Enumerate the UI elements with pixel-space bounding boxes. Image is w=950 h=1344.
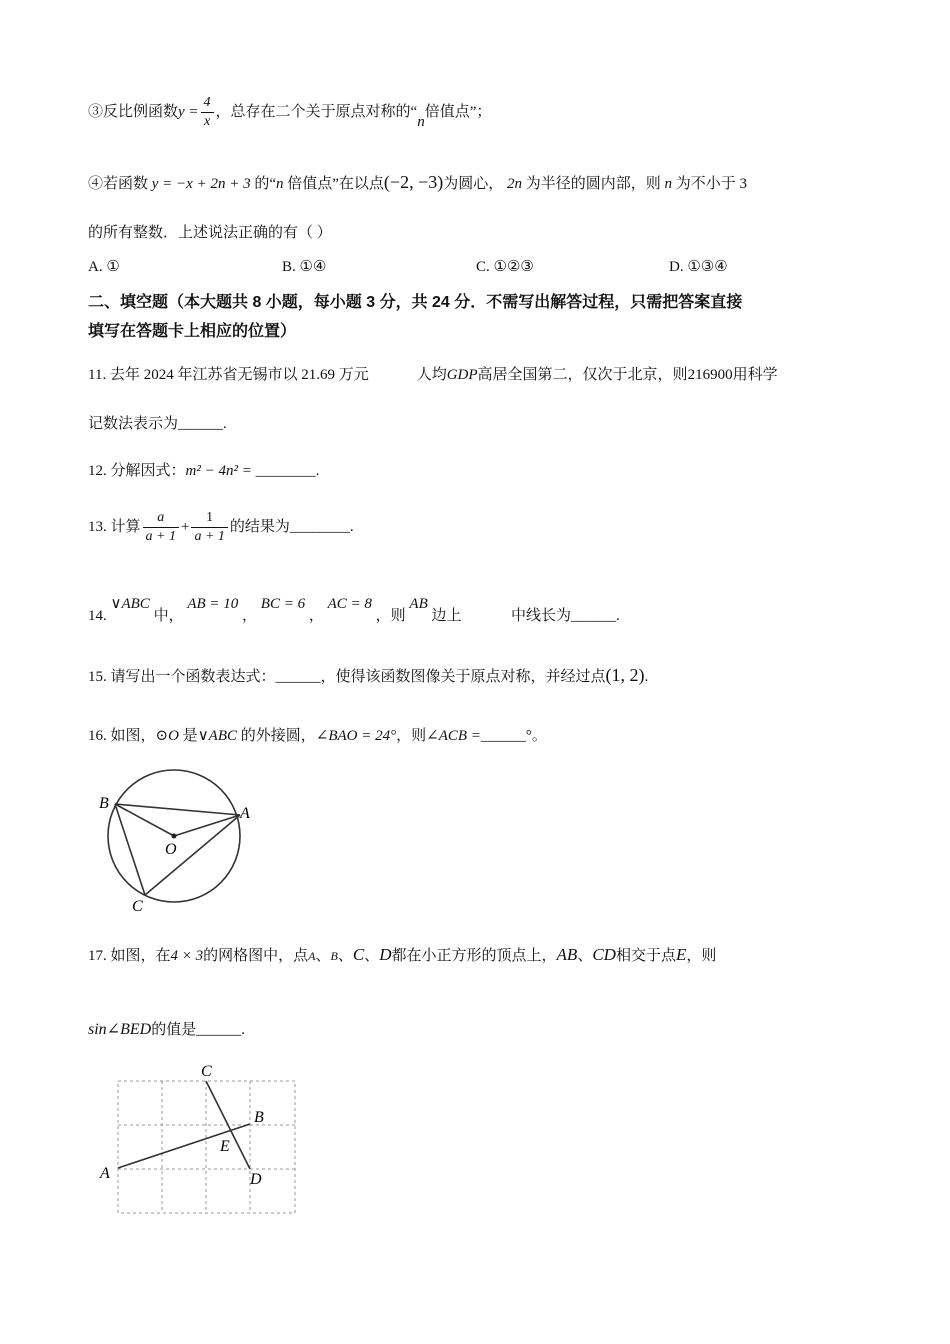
q11-number: 216900: [687, 367, 733, 383]
q15-period: .: [644, 669, 649, 685]
q17-point-b: B: [330, 949, 338, 963]
item-4-t1: 的“: [254, 176, 276, 192]
q14-comma-1: ，: [242, 608, 258, 624]
q16-triangle: ∨ABC: [197, 728, 237, 744]
q16-answer-blank: ______°。: [480, 728, 547, 744]
q14-bc: BC = 6: [260, 596, 306, 612]
item-4-t3: 为圆心，: [443, 176, 504, 192]
q17-sep-3: 、: [364, 948, 380, 964]
label-a: A: [100, 1165, 110, 1182]
fraction-numerator: 1: [206, 510, 214, 526]
q11-part-c: 高居全国第二，仅次于北京，则: [477, 367, 688, 383]
q15: [88, 665, 648, 687]
q17-answer-blank: 的值是______.: [151, 1022, 245, 1038]
grid-lines: [118, 1081, 295, 1213]
option-b: B. ①④: [282, 259, 327, 275]
q16-prefix: 16. 如图，: [88, 728, 156, 744]
q16: [88, 726, 547, 746]
item-3: [88, 92, 491, 132]
item-4-t2: 倍值点”在以点: [287, 176, 384, 192]
label-b: B: [99, 795, 109, 812]
q14-ab-2: AB: [409, 596, 428, 612]
center-point-o: [172, 834, 177, 839]
q13: [88, 507, 354, 547]
q14-text-median: 中线长为______.: [511, 608, 620, 624]
q16-circle: ⊙O: [155, 728, 179, 744]
option-c: C. ①②③: [476, 259, 534, 275]
q17-point-c: C: [352, 945, 365, 964]
segment-ao: [174, 815, 240, 836]
q14-text-then: ，则: [375, 608, 406, 624]
q11-part-a: 11. 去年 2024 年江苏省无锡市以 21.69 万元: [88, 367, 369, 383]
q16-angle-bao: ∠BAO = 24°: [315, 728, 397, 744]
q17-point-e: E: [675, 945, 687, 964]
segment-cd: [206, 1081, 250, 1169]
label-c: C: [132, 898, 143, 915]
label-b: B: [254, 1109, 264, 1126]
section-2-title-line1: 二、填空题（本大题共 8 小题，每小题 3 分，共 24 分．不需写出解答过程，只需把答案直接: [88, 294, 743, 311]
q11-gdp: GDP: [446, 367, 478, 383]
label-e: E: [220, 1138, 230, 1155]
q17-sep-4: 、: [577, 948, 593, 964]
item-4-var1: n: [276, 176, 284, 192]
option-d: D. ①③④: [669, 259, 728, 275]
q15-point: (1, 2): [605, 665, 645, 685]
item-4-func: y = −x + 2n + 3: [151, 176, 251, 192]
q17-grid: 4 × 3: [170, 948, 204, 964]
fraction-denominator: a + 1: [191, 527, 227, 546]
q16-text-circumcircle: 的外接圆，: [240, 728, 316, 744]
q17-grid-figure: [95, 1058, 305, 1218]
q12-expression: m² − 4n² =: [185, 463, 252, 479]
fraction-denominator: a + 1: [143, 527, 179, 546]
fraction-numerator: 4: [203, 95, 211, 111]
q11-line1: [88, 365, 778, 385]
q17-text-then: ，则: [686, 948, 717, 964]
q16-text-is: 是: [182, 728, 198, 744]
q17-text-vertices: 都在小正方形的顶点上，: [391, 948, 557, 964]
q12-answer-blank: ________.: [255, 463, 320, 479]
item-3-suffix: 倍值点”；: [424, 104, 492, 120]
label-d: D: [250, 1171, 262, 1188]
label-c: C: [201, 1063, 212, 1080]
fraction-numerator: a: [157, 510, 165, 526]
q17-line1: [88, 945, 716, 966]
label-a: A: [240, 805, 250, 822]
q14: [88, 594, 620, 624]
q17-point-d: D: [379, 945, 392, 964]
q14-ab: AB = 10: [187, 596, 239, 612]
q13-fraction-1: [143, 509, 179, 546]
item-4-t5: 为不小于 3: [675, 176, 748, 192]
q14-comma-2: ，: [308, 608, 324, 624]
q13-fraction-2: [191, 509, 227, 546]
q14-number: 14.: [88, 608, 107, 624]
q16-angle-acb: ∠ACB =: [426, 728, 481, 744]
item-4-line1: [88, 172, 747, 194]
q17-sep-2: 、: [337, 948, 353, 964]
item-4-point: (−2, −3): [383, 172, 444, 192]
q16-text-then: ，则: [396, 728, 427, 744]
q17-text-intersect: 相交于点: [615, 948, 676, 964]
item-3-y-eq: y =: [178, 104, 199, 120]
q12: [88, 461, 319, 481]
q11-part-d: 用科学: [732, 367, 778, 383]
q14-text-side: 边上: [431, 608, 462, 624]
fraction-denominator: x: [201, 112, 214, 131]
item-4-var2: n: [664, 176, 672, 192]
q14-text-b: 中，: [153, 608, 184, 624]
q16-circle-figure: [95, 768, 255, 918]
item-3-prefix: ③反比例函数: [88, 104, 179, 120]
item-4-line2: 的所有整数．上述说法正确的有（ ）: [88, 225, 332, 241]
q14-ac: AC = 8: [327, 596, 372, 612]
q17-prefix: 17. 如图，在: [88, 948, 171, 964]
item-3-var: n: [417, 114, 425, 130]
q17-segment-cd: CD: [592, 945, 616, 964]
segment-ca: [145, 815, 240, 895]
q13-prefix: 13. 计算: [88, 519, 141, 535]
q17-sin-bed: sin∠BED: [88, 1021, 152, 1038]
item-3-mid: ，总存在二个关于原点对称的“: [215, 104, 418, 120]
q17-sep-1: 、: [315, 948, 331, 964]
q13-suffix: 的结果为________.: [229, 519, 354, 535]
item-3-fraction: [201, 94, 214, 131]
q17-point-a: A: [308, 949, 316, 963]
label-o: O: [165, 841, 177, 858]
section-2-title-line2: 填写在答题卡上相应的位置）: [88, 323, 297, 340]
q17-segment-ab: AB: [556, 945, 578, 964]
q14-triangle: ∨ABC: [110, 596, 150, 612]
q15-text: 15. 请写出一个函数表达式：______，使得该函数图像关于原点对称，并经过点: [88, 669, 606, 685]
item-4-radius: 2n: [506, 176, 522, 192]
q12-prefix: 12. 分解因式：: [88, 463, 186, 479]
q11-line2: 记数法表示为______.: [88, 416, 227, 432]
q17-line2: [88, 1020, 245, 1040]
item-4-prefix: ④若函数: [88, 176, 149, 192]
q13-plus: +: [180, 519, 190, 535]
option-a: A. ①: [88, 259, 120, 275]
q17-text-points: 的网格图中，点: [203, 948, 309, 964]
q11-part-b: 人均: [416, 367, 447, 383]
item-4-t4: 为半径的圆内部，则: [525, 176, 661, 192]
